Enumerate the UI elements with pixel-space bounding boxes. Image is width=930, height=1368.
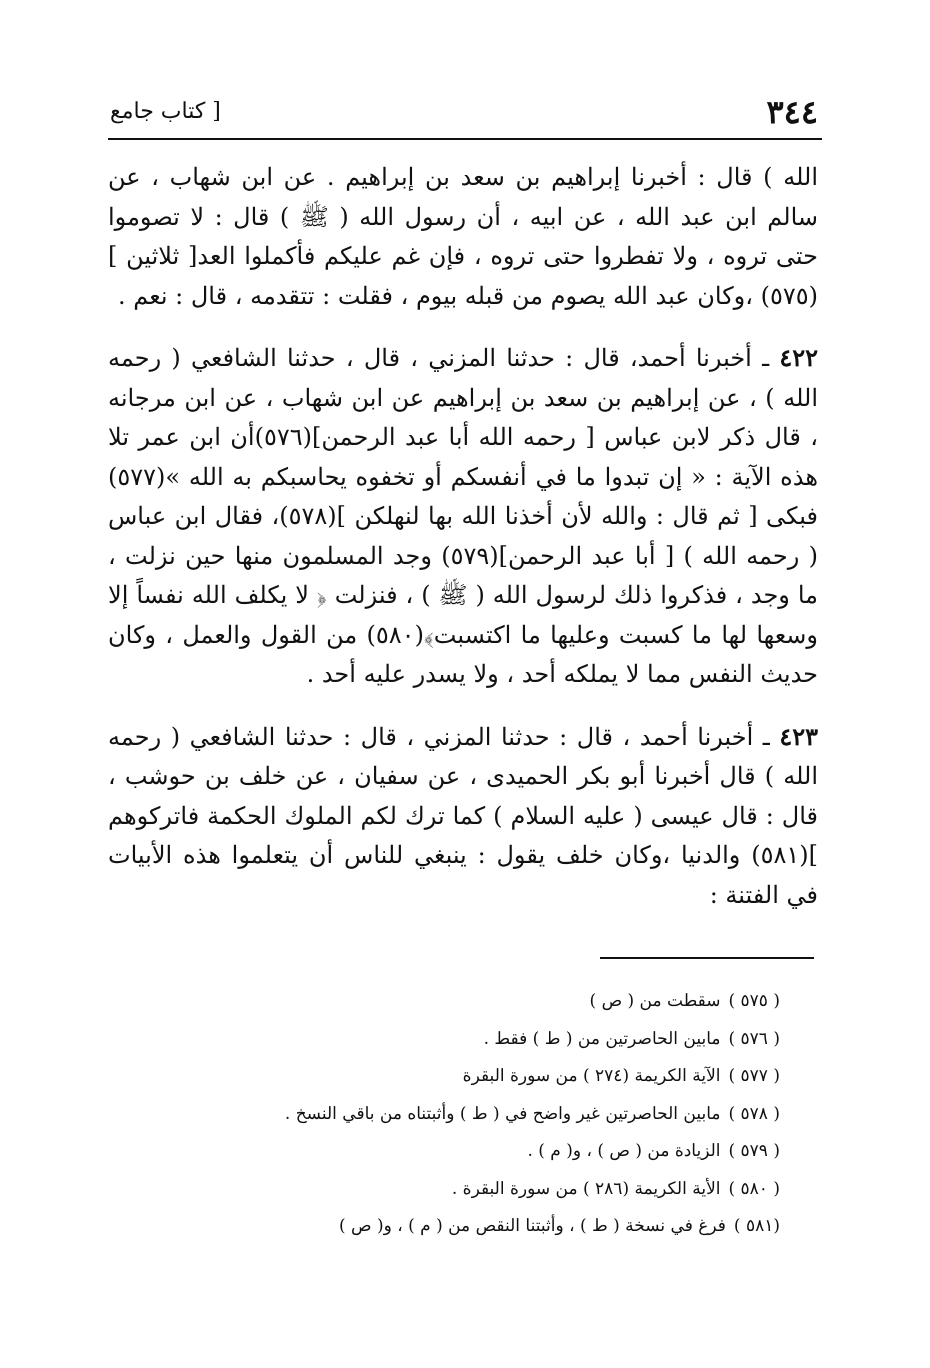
paragraph-text: ـ أخبرنا أحمد ، قال : حدثنا المزني ، قال : حدثنا الشافعي ( رحمه الله ) قال أخبرنا أبو بكر الحميدى ، عن سفيان ، عن خلف بن حوشب ، قال : قال عيسى ( عليه السلام ) كما ترك لكم الملوك الحكمة فاتركوهم ](٥٨١) والدنيا ،وكان خلف يقول : ينبغي للناس أن يتعلموا هذه الأبيات في الفتنة : [108, 722, 818, 909]
paragraph-hadith-422 [108, 338, 818, 695]
paragraph-hadith-423 [108, 717, 818, 916]
running-title: [ كتاب جامع [110, 99, 221, 124]
footnote-number: ( ٥٧٦ ) [728, 1028, 780, 1049]
footnote-text: مابين الحاصرتين غير واضح في ( ط ) وأثبتناه من باقي النسخ . [284, 1103, 721, 1124]
header-rule [108, 138, 822, 140]
main-text [108, 157, 818, 937]
footnotes-list [200, 983, 780, 1246]
footnote-separator [600, 957, 814, 959]
footnote [200, 1171, 780, 1209]
hadith-number: ٤٢٣ [779, 721, 818, 751]
hadith-number: ٤٢٢ [779, 343, 819, 372]
footnote [200, 1208, 780, 1246]
footnote [200, 1058, 780, 1096]
footnote-number: ( ٥٧٨ ) [728, 1103, 780, 1124]
footnote-number: ( ٥٧٩ ) [728, 1141, 780, 1161]
footnote-text: الأية الكريمة (٢٨٦ ) من سورة البقرة . [451, 1178, 721, 1199]
footnote-text: الآية الكريمة (٢٧٤ ) من سورة البقرة [462, 1066, 721, 1086]
paragraph-text: الله ) قال : أخبرنا إبراهيم بن سعد بن إبراهيم . عن ابن شهاب ، عن سالم ابن عبد الله ، عن ابيه ، أن رسول الله ( ﷺ ) قال : لا تصوموا حتى تروه ، ولا تفطروا حتى تروه ، فإن غم عليكم فأكملوا العد[ ثلاثين ](٥٧٥) ،وكان عبد الله يصوم من قبله بيوم ، فقلت : تتقدمه ، قال : نعم . [108, 163, 819, 310]
footnote-text: فرغ في نسخة ( ط ) ، وأثبتنا النقص من ( م ) ، و( ص ) [338, 1216, 726, 1236]
footnote [200, 1096, 780, 1134]
footnote [200, 1021, 780, 1059]
footnote-text: الزيادة من ( ص ) ، و( م ) . [527, 1141, 721, 1161]
paragraph-text: ـ أخبرنا أحمد، قال : حدثنا المزني ، قال ، حدثنا الشافعي ( رحمه الله ) ، عن إبراهيم بن سعد بن إبراهيم عن ابن شهاب ، عن ابن مرجانه ، قال ذكر لابن عباس [ رحمه الله أبا عبد الرحمن](٥٧٦)أن ابن عمر تلا هذه الآية : « إن تبدوا ما في أنفسكم أو تخفوه يحاسبكم به الله »(٥٧٧) فبكى [ ثم قال : والله لأن أخذنا الله بها لنهلكن ](٥٧٨)، فقال ابن عباس ( رحمه الله ) [ أبا عبد الرحمن](٥٧٩) وجد المسلمون منها حين نزلت ، ما وجد ، فذكروا ذلك لرسول الله ( ﷺ ) ، فنزلت ﴿ لا يكلف الله نفساً إلا وسعها لها ما كسبت وعليها ما اكتسبت﴾(٥٨٠) من القول والعمل ، وكان حديث النفس مما لا يملكه أحد ، ولا يسدر عليه أحد . [108, 344, 819, 688]
footnote-text: مابين الحاصرتين من ( ط ) فقط . [483, 1028, 721, 1049]
page-header [110, 92, 818, 132]
footnote-number: ( ٥٧٧ ) [728, 1066, 780, 1086]
footnote [200, 1133, 780, 1171]
footnote-number: (٥٨١ ) [733, 1216, 780, 1236]
paragraph-continued [108, 157, 818, 316]
page-number: ٣٤٤ [766, 93, 818, 131]
footnote [200, 983, 780, 1021]
footnote-number: ( ٥٨٠ ) [728, 1178, 780, 1199]
footnote-number: ( ٥٧٥ ) [728, 991, 780, 1011]
footnote-text: سقطت من ( ص ) [589, 991, 721, 1011]
